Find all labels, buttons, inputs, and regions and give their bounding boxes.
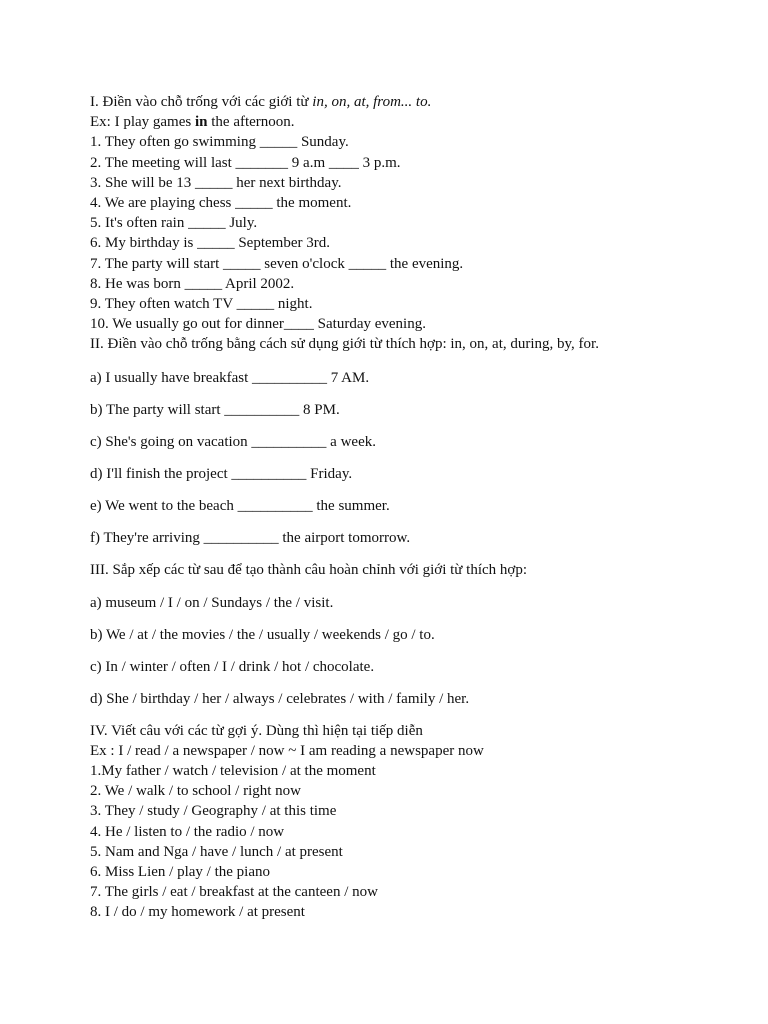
exercise-item: 7. The girls / eat / breakfast at the canteen / now [90,884,378,901]
exercise-item: 1.My father / watch / television / at the moment [90,763,376,780]
exercise-item: 2. We / walk / to school / right now [90,783,301,800]
exercise-item: b) We / at / the movies / the / usually / weekends / go / to. [90,626,435,643]
exercise-item: 8. I / do / my homework / at present [90,904,305,921]
worksheet [90,92,730,923]
section-4-example: Ex : I / read / a newspaper / now ~ I am reading a newspaper now [90,742,484,759]
section-1-example [90,112,730,132]
exercise-item: b) The party will start __________ 8 PM. [90,401,340,418]
section-1-title-prepositions: in, on, at, from... to. [312,94,432,110]
exercise-item: c) In / winter / often / I / drink / hot / chocolate. [90,658,375,675]
exercise-item [90,153,730,173]
exercise-item: 6. My birthday is _____ September 3rd. [90,235,330,252]
exercise-item: 4. He / listen to / the radio / now [90,823,285,840]
exercise-item: e) We went to the beach __________ the summer. [90,497,390,514]
section-1-title-text: I. Điền vào chỗ trống với các giới từ [90,94,313,110]
exercise-item: 4. We are playing chess _____ the moment. [90,195,352,212]
exercise-item: 5. Nam and Nga / have / lunch / at present [90,843,343,860]
exercise-item: f) They're arriving __________ the airport tomorrow. [90,529,411,546]
section-1-title [90,92,730,112]
exercise-item: d) She / birthday / her / always / celebrates / with / family / her. [90,690,470,707]
exercise-item: 3. She will be 13 _____ her next birthday. [90,174,342,191]
section-4 [90,721,730,923]
exercise-item: c) She's going on vacation __________ a week. [90,433,376,450]
exercise-item: d) I'll finish the project __________ Friday. [90,465,353,482]
section-2 [90,334,730,547]
example-suffix: the afternoon. [207,114,295,131]
exercise-item: a) museum / I / on / Sundays / the / visit. [90,594,334,611]
exercise-item: 9. They often watch TV _____ night. [90,296,313,313]
exercise-item: 7. The party will start _____ seven o'clock _____ the evening. [90,255,464,272]
exercise-item: 6. Miss Lien / play / the piano [90,864,270,881]
section-3 [90,560,730,709]
exercise-item: 3. They / study / Geography / at this time [90,803,337,820]
example-prefix: Ex: I play games [90,114,195,131]
section-4-title: IV. Viết câu với các từ gợi ý. Dùng thì hiện tại tiếp diễn [90,722,423,739]
exercise-item: 10. We usually go out for dinner____ Saturday evening. [90,316,426,333]
section-3-title: III. Sắp xếp các từ sau để tạo thành câu hoàn chỉnh với giới từ thích hợp: [90,561,528,578]
exercise-item: 5. It's often rain _____ July. [90,215,258,232]
exercise-item: 1. They often go swimming _____ Sunday. [90,134,349,151]
section-2-title: II. Điền vào chỗ trống bằng cách sử dụng giới từ thích hợp: in, on, at, during, by, for. [90,336,599,353]
exercise-item: a) I usually have breakfast __________ 7 AM. [90,369,370,386]
exercise-item-text: 2. The meeting will last _______ 9 a.m ____ 3 p.m. [90,154,401,171]
example-answer: in [194,114,208,131]
exercise-item: 8. He was born _____ April 2002. [90,275,295,292]
section-1 [90,92,730,334]
